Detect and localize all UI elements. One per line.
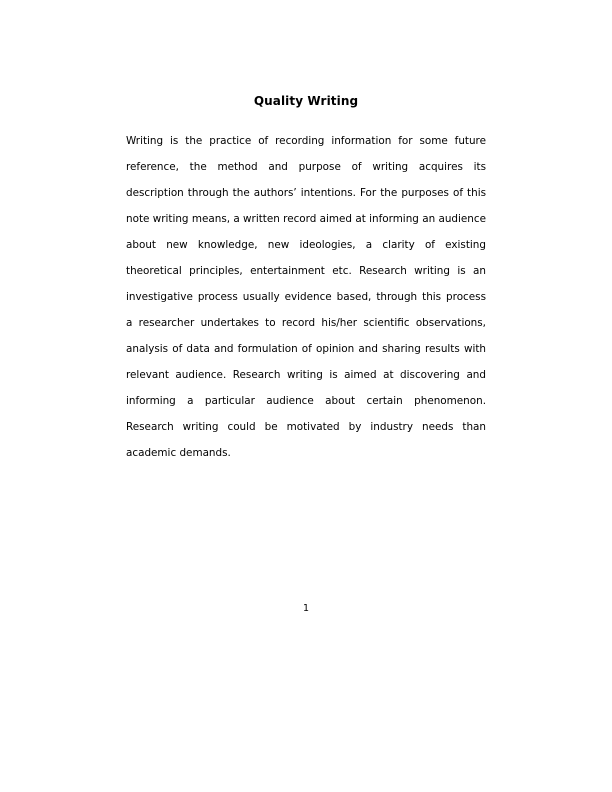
paragraph-line: reference, the method and purpose of writing acquires its: [126, 161, 486, 173]
paragraph-line: academic demands.: [126, 447, 231, 459]
document-title: Quality Writing: [253, 94, 359, 108]
paragraph-line: about new knowledge, new ideologies, a clarity of existing: [126, 239, 486, 251]
paragraph-line: investigative process usually evidence based, through this process: [126, 291, 486, 303]
paragraph-line: informing a particular audience about certain phenomenon.: [126, 395, 486, 407]
body-paragraph: [126, 132, 486, 470]
paragraph-line: Research writing could be motivated by industry needs than: [126, 421, 486, 433]
paragraph-line: a researcher undertakes to record his/her scientific observations,: [126, 317, 486, 329]
paragraph-line: theoretical principles, entertainment etc. Research writing is an: [126, 265, 486, 277]
paragraph-line: relevant audience. Research writing is aimed at discovering and: [126, 369, 486, 381]
paragraph-line: analysis of data and formulation of opinion and sharing results with: [126, 343, 486, 355]
paragraph-line: note writing means, a written record aimed at informing an audience: [126, 213, 486, 225]
paragraph-line: description through the authors’ intentions. For the purposes of this: [126, 187, 486, 199]
paragraph-line: Writing is the practice of recording information for some future: [126, 135, 486, 147]
page-number: 1: [302, 603, 310, 614]
